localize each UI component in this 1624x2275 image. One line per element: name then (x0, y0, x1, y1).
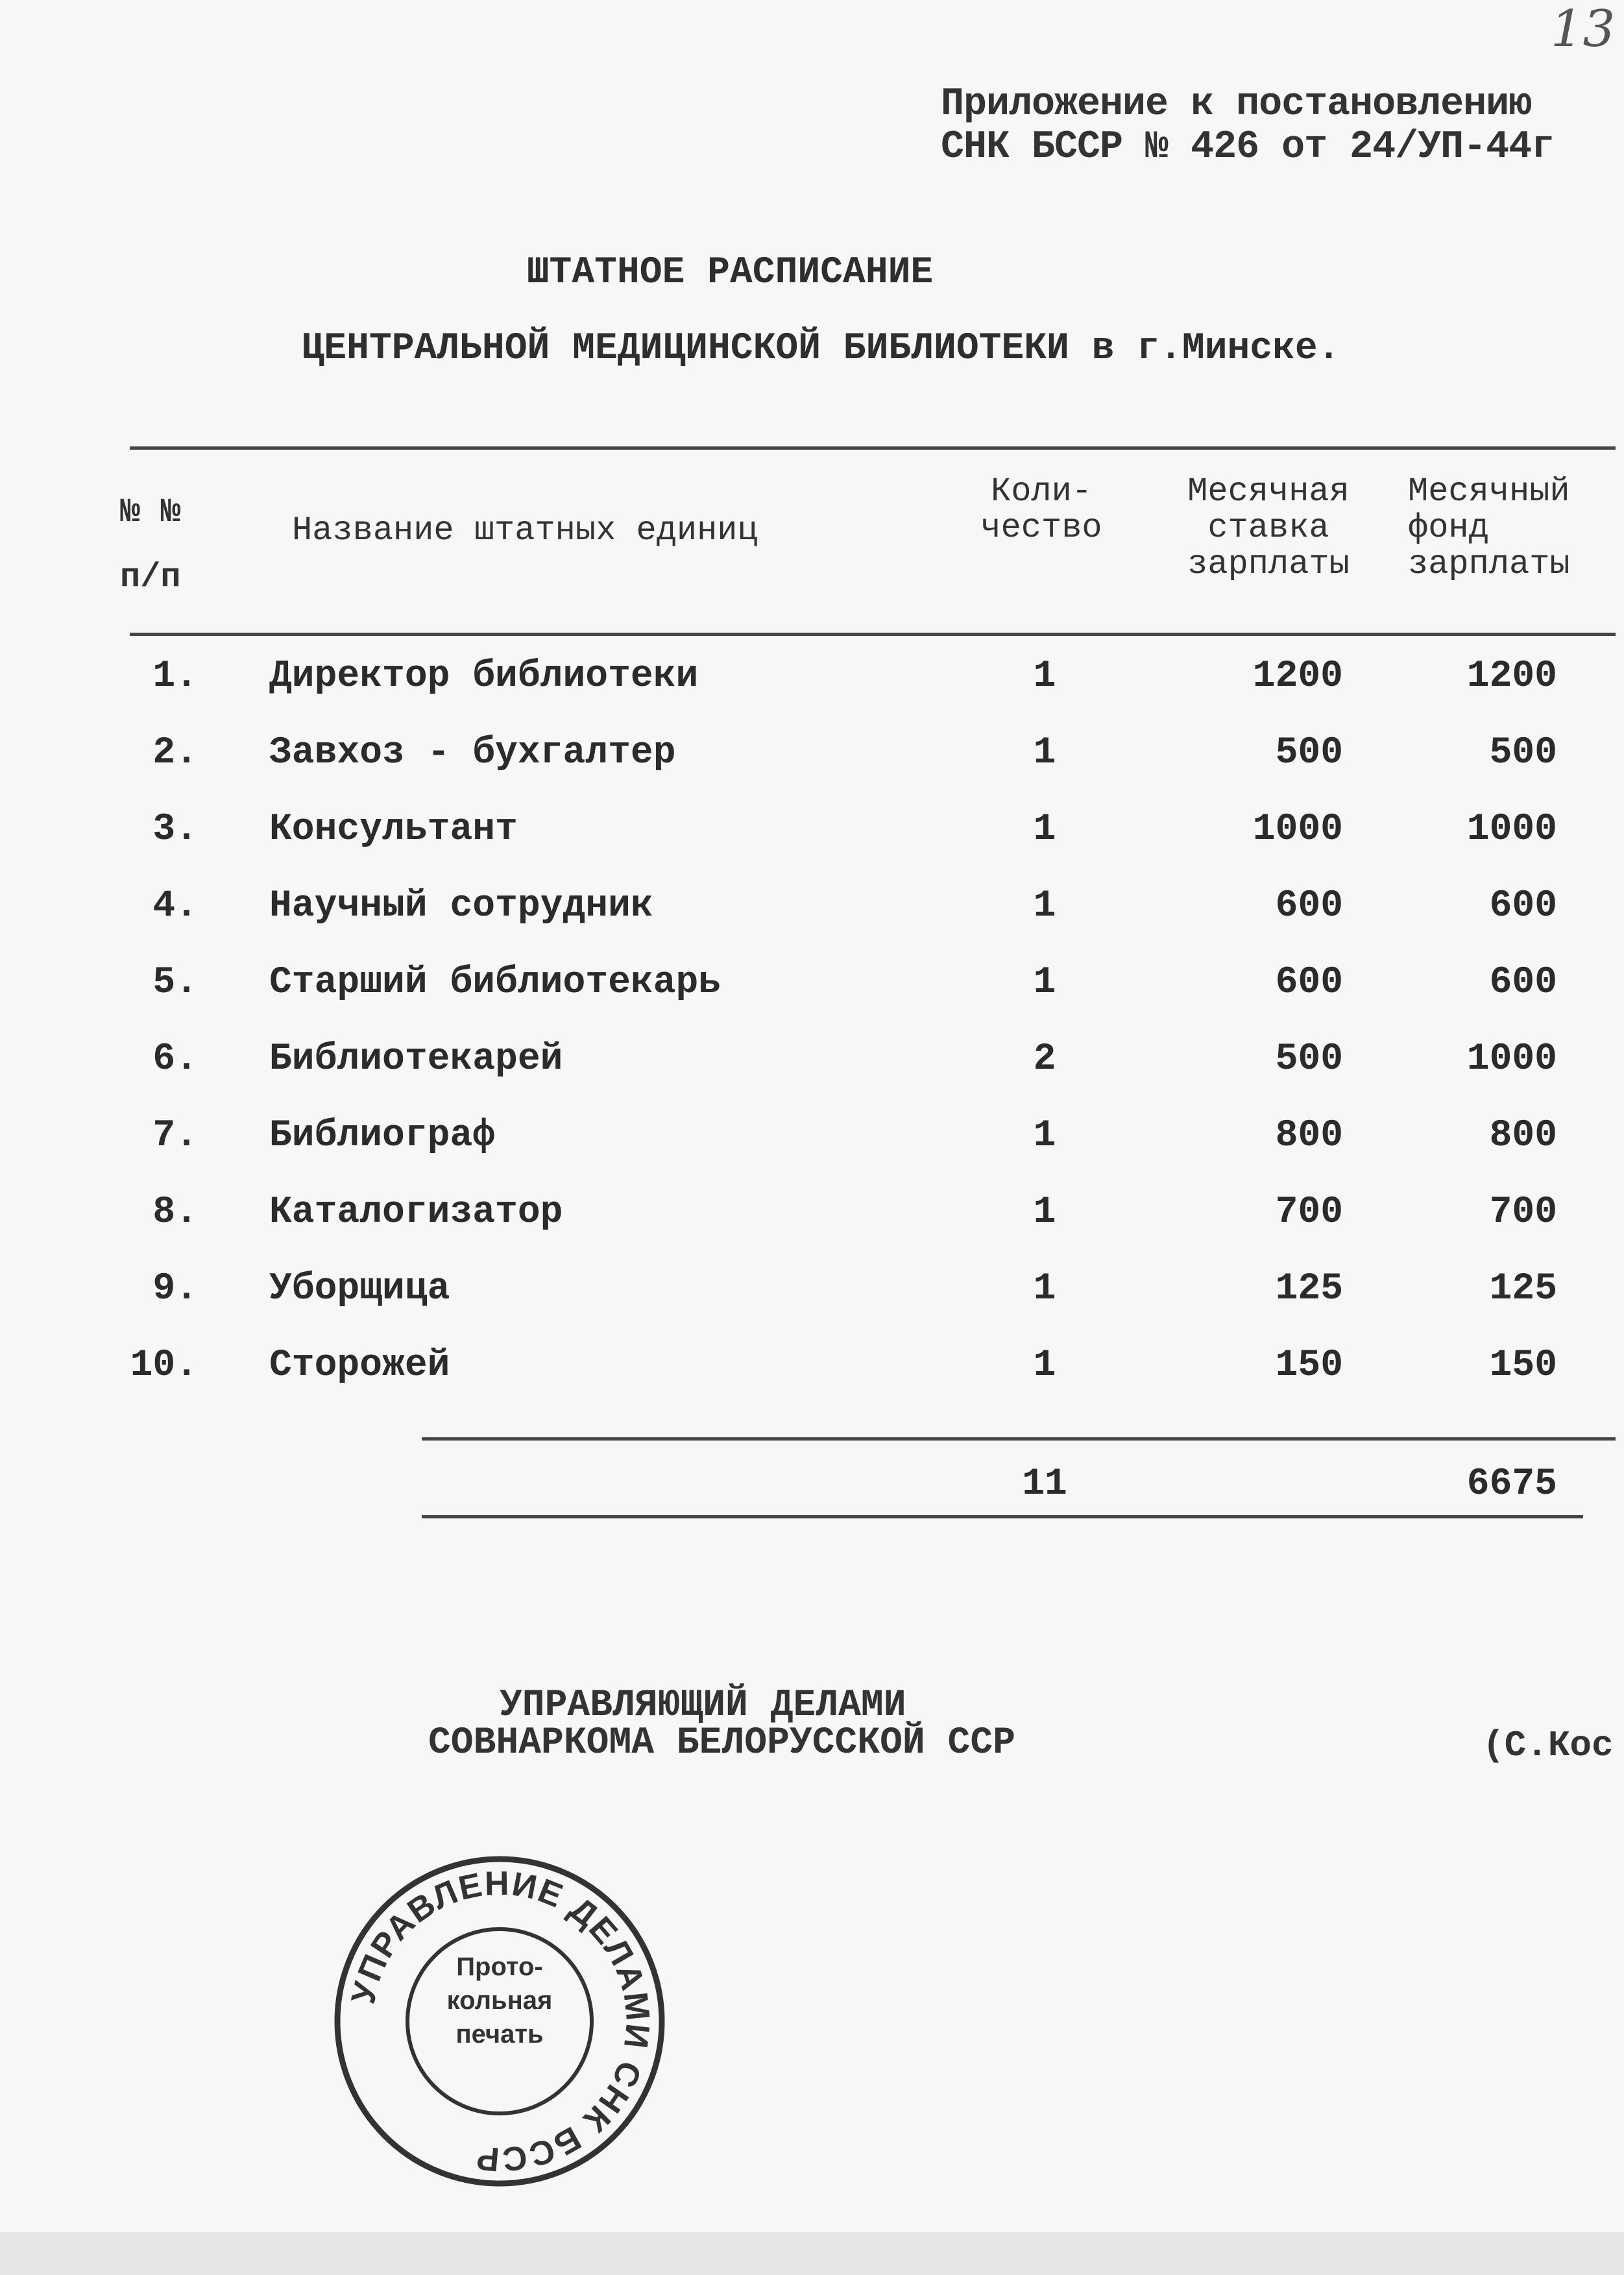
row-number: 10. (130, 1344, 198, 1387)
table-row (0, 962, 1624, 1027)
scan-bottom-margin (0, 2232, 1624, 2275)
header-fund-line-3: зарплаты (1408, 545, 1570, 583)
appendix-line-1: Приложение к постановлению (941, 82, 1532, 127)
row-number: 8. (152, 1191, 198, 1234)
row-monthly-fund: 500 (1489, 732, 1557, 774)
row-monthly-rate: 1200 (1252, 655, 1343, 698)
official-seal (331, 1853, 668, 2190)
row-number: 4. (152, 885, 198, 927)
row-position-name: Уборщица (269, 1268, 450, 1310)
row-monthly-rate: 125 (1275, 1268, 1343, 1310)
document-subtitle: ЦЕНТРАЛЬНОЙ МЕДИЦИНСКОЙ БИБЛИОТЕКИ в г.Минске. (301, 328, 1340, 370)
header-number (120, 480, 181, 610)
row-position-name: Консультант (269, 809, 518, 851)
row-quantity: 2 (1033, 1038, 1056, 1080)
header-monthly-rate (1161, 474, 1376, 583)
appendix-line-2: СНК БССР № 426 от 24/УП-44г (941, 125, 1555, 169)
row-monthly-rate: 800 (1275, 1115, 1343, 1157)
seal-ring-text: УПРАВЛЕНИЕ ДЕЛАМИ СНК БССР (344, 1864, 657, 2178)
row-monthly-rate: 500 (1275, 1038, 1343, 1080)
table-row (0, 655, 1624, 720)
row-quantity: 1 (1033, 1115, 1056, 1157)
row-number: 3. (152, 809, 198, 851)
row-position-name: Каталогизатор (269, 1191, 563, 1234)
table-row (0, 1268, 1624, 1333)
row-number: 5. (152, 962, 198, 1004)
row-number: 6. (152, 1038, 198, 1080)
row-monthly-fund: 1000 (1466, 1038, 1557, 1080)
table-row (0, 1115, 1624, 1180)
table-row (0, 1038, 1624, 1103)
header-number-line-1: № № (120, 493, 181, 531)
signature-title-line-2: СОВНАРКОМА БЕЛОРУССКОЙ ССР (428, 1722, 1015, 1764)
header-quantity (963, 474, 1119, 546)
row-monthly-fund: 1000 (1466, 809, 1557, 851)
signature-title-line-1: УПРАВЛЯЮЩИЙ ДЕЛАМИ (500, 1685, 906, 1727)
row-monthly-fund: 600 (1489, 962, 1557, 1004)
table-row (0, 809, 1624, 873)
row-position-name: Научный сотрудник (269, 885, 653, 927)
row-quantity: 1 (1033, 885, 1056, 927)
row-monthly-rate: 600 (1275, 962, 1343, 1004)
seal-center-text (415, 1950, 584, 2051)
total-top-rule (422, 1437, 1616, 1441)
row-position-name: Библиограф (269, 1115, 496, 1157)
row-monthly-rate: 500 (1275, 732, 1343, 774)
row-monthly-fund: 150 (1489, 1344, 1557, 1387)
row-quantity: 1 (1033, 1191, 1056, 1234)
seal-center-line-3: печать (455, 2020, 544, 2049)
row-quantity: 1 (1033, 655, 1056, 698)
header-quantity-line-1: Коли- (990, 472, 1093, 511)
header-fund-line-1: Месячный (1408, 472, 1570, 511)
row-quantity: 1 (1033, 962, 1056, 1004)
row-monthly-fund: 800 (1489, 1115, 1557, 1157)
row-number: 9. (152, 1268, 198, 1310)
header-name: Название штатных единиц (292, 511, 758, 550)
row-position-name: Старший библиотекарь (269, 962, 721, 1004)
header-rate-line-2: ставка (1207, 509, 1329, 547)
total-bottom-rule (422, 1515, 1583, 1518)
row-monthly-fund: 125 (1489, 1268, 1557, 1310)
row-monthly-rate: 600 (1275, 885, 1343, 927)
row-position-name: Сторожей (269, 1344, 450, 1387)
total-quantity: 11 (1022, 1463, 1067, 1505)
row-number: 7. (152, 1115, 198, 1157)
row-position-name: Завхоз - бухгалтер (269, 732, 676, 774)
row-monthly-rate: 1000 (1252, 809, 1343, 851)
row-quantity: 1 (1033, 1268, 1056, 1310)
table-row (0, 732, 1624, 797)
total-monthly-fund: 6675 (1466, 1463, 1557, 1505)
row-monthly-rate: 700 (1275, 1191, 1343, 1234)
row-quantity: 1 (1033, 732, 1056, 774)
header-rate-line-1: Месячная (1187, 472, 1350, 511)
row-monthly-rate: 150 (1275, 1344, 1343, 1387)
signer-name: (С.Кос (1483, 1725, 1614, 1766)
row-position-name: Библиотекарей (269, 1038, 563, 1080)
row-monthly-fund: 600 (1489, 885, 1557, 927)
header-number-line-2: п/п (120, 558, 181, 596)
row-monthly-fund: 1200 (1466, 655, 1557, 698)
table-top-rule (130, 446, 1616, 450)
row-quantity: 1 (1033, 809, 1056, 851)
header-quantity-line-2: чество (980, 509, 1102, 547)
header-rate-line-3: зарплаты (1187, 545, 1350, 583)
document-title: ШТАТНОЕ РАСПИСАНИЕ (526, 252, 934, 294)
header-monthly-fund (1408, 474, 1622, 583)
table-row (0, 1191, 1624, 1256)
appendix-note (941, 83, 1554, 169)
page-corner-mark: 13 (1551, 0, 1616, 58)
table-row (0, 1344, 1624, 1409)
row-number: 2. (152, 732, 198, 774)
row-number: 1. (152, 655, 198, 698)
header-fund-line-2: фонд (1408, 509, 1489, 547)
seal-center-line-1: Прото- (456, 1953, 543, 1981)
signature-block (428, 1687, 1015, 1762)
table-header-rule (130, 633, 1616, 636)
row-position-name: Директор библиотеки (269, 655, 699, 698)
seal-center-line-2: кольная (446, 1986, 553, 2015)
table-row (0, 885, 1624, 950)
row-quantity: 1 (1033, 1344, 1056, 1387)
row-monthly-fund: 700 (1489, 1191, 1557, 1234)
